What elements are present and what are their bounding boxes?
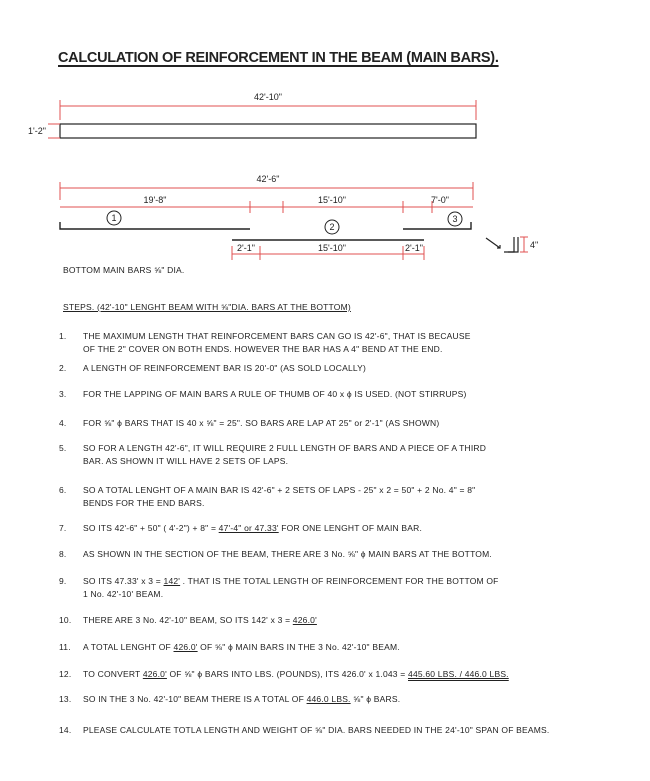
lap-mid-label: 15'-10": [318, 243, 346, 253]
bar-total-dimension: [60, 182, 473, 200]
beam-length-label: 42'-10": [254, 92, 282, 102]
steps-header: STEPS. (42'-10" LENGHT BEAM WITH ⅝"DIA. BARS AT THE BOTTOM): [63, 302, 351, 312]
step-8: 8. AS SHOWN IN THE SECTION OF THE BEAM, THERE ARE 3 No. ⅝" ϕ MAIN BARS AT THE BOTTOM.: [59, 549, 492, 559]
step-9: 9. SO ITS 47.33' x 3 = 142' . THAT IS THE TOTAL LENGTH OF REINFORCEMENT FOR THE BOTTOM OF 1 No. 42'-10' BEAM.: [59, 576, 499, 599]
segment-3-label: 7'-0": [431, 195, 449, 205]
segment-2-label: 15'-10": [318, 195, 346, 205]
step-2: 2. A LENGTH OF REINFORCEMENT BAR IS 20'-0" (AS SOLD LOCALLY): [59, 363, 367, 373]
beam-outline: [60, 124, 476, 138]
step-10: 10. THERE ARE 3 No. 42'-10" BEAM, SO ITS 142' x 3 = 426.0': [59, 615, 317, 625]
bar-markers: [107, 211, 462, 234]
step-14: 14. PLEASE CALCULATE TOTLA LENGTH AND WEIGHT OF ⅝" DIA. BARS NEEDED IN THE 24'-10" SPAN OF BEAMS.: [59, 725, 550, 735]
segment-1-label: 19'-8": [143, 195, 167, 205]
bar-total-label: 42'-6": [256, 174, 280, 184]
step-1: 1. THE MAXIMUM LENGTH THAT REINFORCEMENT BARS CAN GO IS 42'-6", THAT IS BECAUSE OF THE 2" COVER ON BOTH ENDS. HOWEVER THE BAR HAS A 4" BEND AT THE END.: [59, 331, 471, 354]
bottom-bars-label: BOTTOM MAIN BARS ⅝" DIA.: [63, 265, 185, 275]
step-4: 4. FOR ⅝" ϕ BARS THAT IS 40 x ⅝" = 25". SO BARS ARE LAP AT 25" or 2'-1" (AS SHOWN): [59, 418, 440, 428]
bar-1-number: 1: [111, 213, 117, 223]
bend-detail: [486, 237, 518, 252]
step-5: 5. SO FOR A LENGTH 42'-6", IT WILL REQUIRE 2 FULL LENGTH OF BARS AND A PIECE OF A THIRD BAR. AS SHOWN IT WILL HAVE 2 SETS OF LAPS.: [59, 443, 487, 466]
step-11: 11. A TOTAL LENGHT OF 426.0' OF ⅝" ϕ MAIN BARS IN THE 3 No. 42'-10" BEAM.: [59, 642, 400, 652]
lap-left-label: 2'-1": [237, 243, 255, 253]
beam-height-dimension: [48, 124, 60, 138]
bar-3-number: 3: [452, 214, 458, 224]
step-7: 7. SO ITS 42'-6" + 50" ( 4'-2") + 8" = 47'-4" or 47.33' FOR ONE LENGHT OF MAIN BAR.: [59, 523, 423, 533]
bar-2-number: 2: [329, 222, 335, 232]
step-12: 12. TO CONVERT 426.0' OF ⅝" ϕ BARS INTO LBS. (POUNDS), ITS 426.0' x 1.043 = 445.60 LBS. / 446.0 LBS.: [59, 669, 509, 679]
bend-label: 4": [530, 240, 539, 250]
step-6: 6. SO A TOTAL LENGHT OF A MAIN BAR IS 42'-6" + 2 SETS OF LAPS - 25" x 2 = 50" + 2 No. 4" = 8" BENDS FOR THE END BARS.: [59, 485, 476, 508]
beam-height-label: 1'-2": [28, 126, 46, 136]
beam-diagram: [0, 0, 650, 290]
bar-lines: [60, 222, 471, 240]
beam-length-dimension: [60, 100, 476, 120]
step-3: 3. FOR THE LAPPING OF MAIN BARS A RULE OF THUMB OF 40 x ϕ IS USED. (NOT STIRRUPS): [59, 389, 467, 399]
page-title: CALCULATION OF REINFORCEMENT IN THE BEAM (MAIN BARS).: [58, 50, 499, 66]
lap-right-label: 2'-1": [405, 243, 423, 253]
bend-dimension: [520, 237, 528, 252]
step-13: 13. SO IN THE 3 No. 42'-10" BEAM THERE IS A TOTAL OF 446.0 LBS. ⅝" ϕ BARS.: [59, 694, 401, 704]
segment-dimensions: [60, 201, 473, 213]
